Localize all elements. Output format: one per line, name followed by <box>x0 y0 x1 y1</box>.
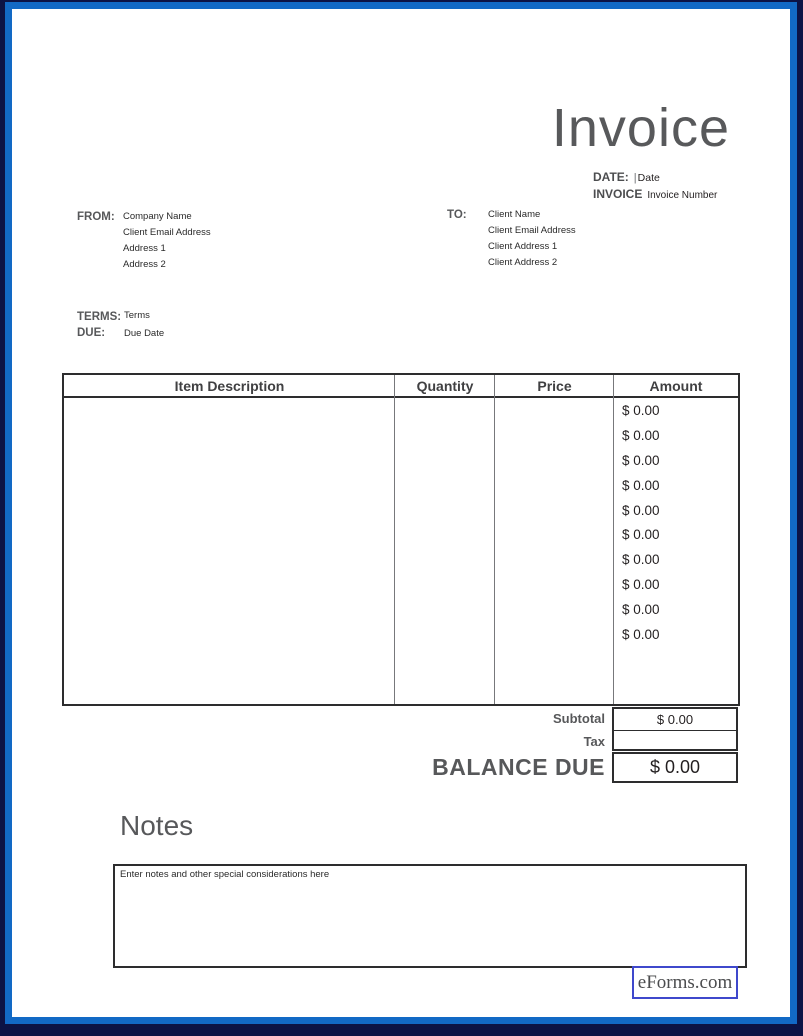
amount-cell[interactable]: $ 0.00 <box>622 477 660 493</box>
items-table <box>62 373 740 706</box>
from-email-field[interactable]: Client Email Address <box>123 227 211 238</box>
date-field[interactable]: Date <box>637 172 660 184</box>
from-label: FROM: <box>77 211 115 223</box>
item-description-cell[interactable] <box>64 398 394 704</box>
price-cell[interactable] <box>495 398 613 704</box>
amount-cell[interactable]: $ 0.00 <box>622 552 660 568</box>
subtotal-label: Subtotal <box>553 711 605 726</box>
cursor-mark: | <box>633 172 637 184</box>
notes-heading: Notes <box>120 810 194 841</box>
to-address2-field[interactable]: Client Address 2 <box>488 257 558 268</box>
terms-label: TERMS: <box>77 311 122 323</box>
tax-label: Tax <box>583 734 605 749</box>
balance-due-label: BALANCE DUE <box>432 754 605 780</box>
date-label: DATE: <box>593 170 629 184</box>
header-item-description: Item Description <box>174 377 285 394</box>
to-section <box>488 207 576 271</box>
quantity-cell[interactable] <box>395 398 494 704</box>
amount-column <box>614 398 738 647</box>
to-client-name-field[interactable]: Client Name <box>488 209 541 220</box>
totals-box <box>612 707 738 751</box>
invoice-meta <box>593 169 717 204</box>
amount-cell[interactable]: $ 0.00 <box>622 577 660 593</box>
notes-input[interactable]: Enter notes and other special considerations here <box>113 864 747 968</box>
amount-cell[interactable]: $ 0.00 <box>622 452 660 468</box>
amount-cell[interactable]: $ 0.00 <box>622 427 660 443</box>
eforms-brand-link[interactable]: eForms.com <box>632 966 738 999</box>
from-address2-field[interactable]: Address 2 <box>123 259 166 270</box>
subtotal-value-cell[interactable]: $ 0.00 <box>614 709 736 731</box>
to-address1-field[interactable]: Client Address 1 <box>488 241 558 252</box>
amount-cell[interactable]: $ 0.00 <box>622 402 660 418</box>
invoice-number-field[interactable]: Invoice Number <box>647 190 718 201</box>
table-header-row <box>64 375 738 398</box>
due-date-field[interactable]: Due Date <box>124 328 165 339</box>
page-title: Invoice <box>551 98 730 158</box>
amount-cell[interactable]: $ 0.00 <box>622 502 660 518</box>
amount-cell[interactable]: $ 0.00 <box>622 527 660 543</box>
amount-cell[interactable]: $ 0.00 <box>622 626 660 642</box>
from-address1-field[interactable]: Address 1 <box>123 243 166 254</box>
from-section <box>123 209 211 273</box>
amount-cell[interactable]: $ 0.00 <box>622 602 660 618</box>
due-label: DUE: <box>77 327 106 339</box>
header-amount: Amount <box>649 377 703 394</box>
header-price: Price <box>537 377 572 394</box>
from-company-field[interactable]: Company Name <box>123 211 192 222</box>
to-email-field[interactable]: Client Email Address <box>488 225 576 236</box>
balance-due-value-cell[interactable]: $ 0.00 <box>612 752 738 783</box>
to-label: TO: <box>447 209 467 221</box>
tax-value-cell[interactable] <box>614 731 736 749</box>
terms-field[interactable]: Terms <box>124 310 150 321</box>
invoice-number-label: INVOICE <box>593 187 643 201</box>
header-quantity: Quantity <box>416 377 474 394</box>
